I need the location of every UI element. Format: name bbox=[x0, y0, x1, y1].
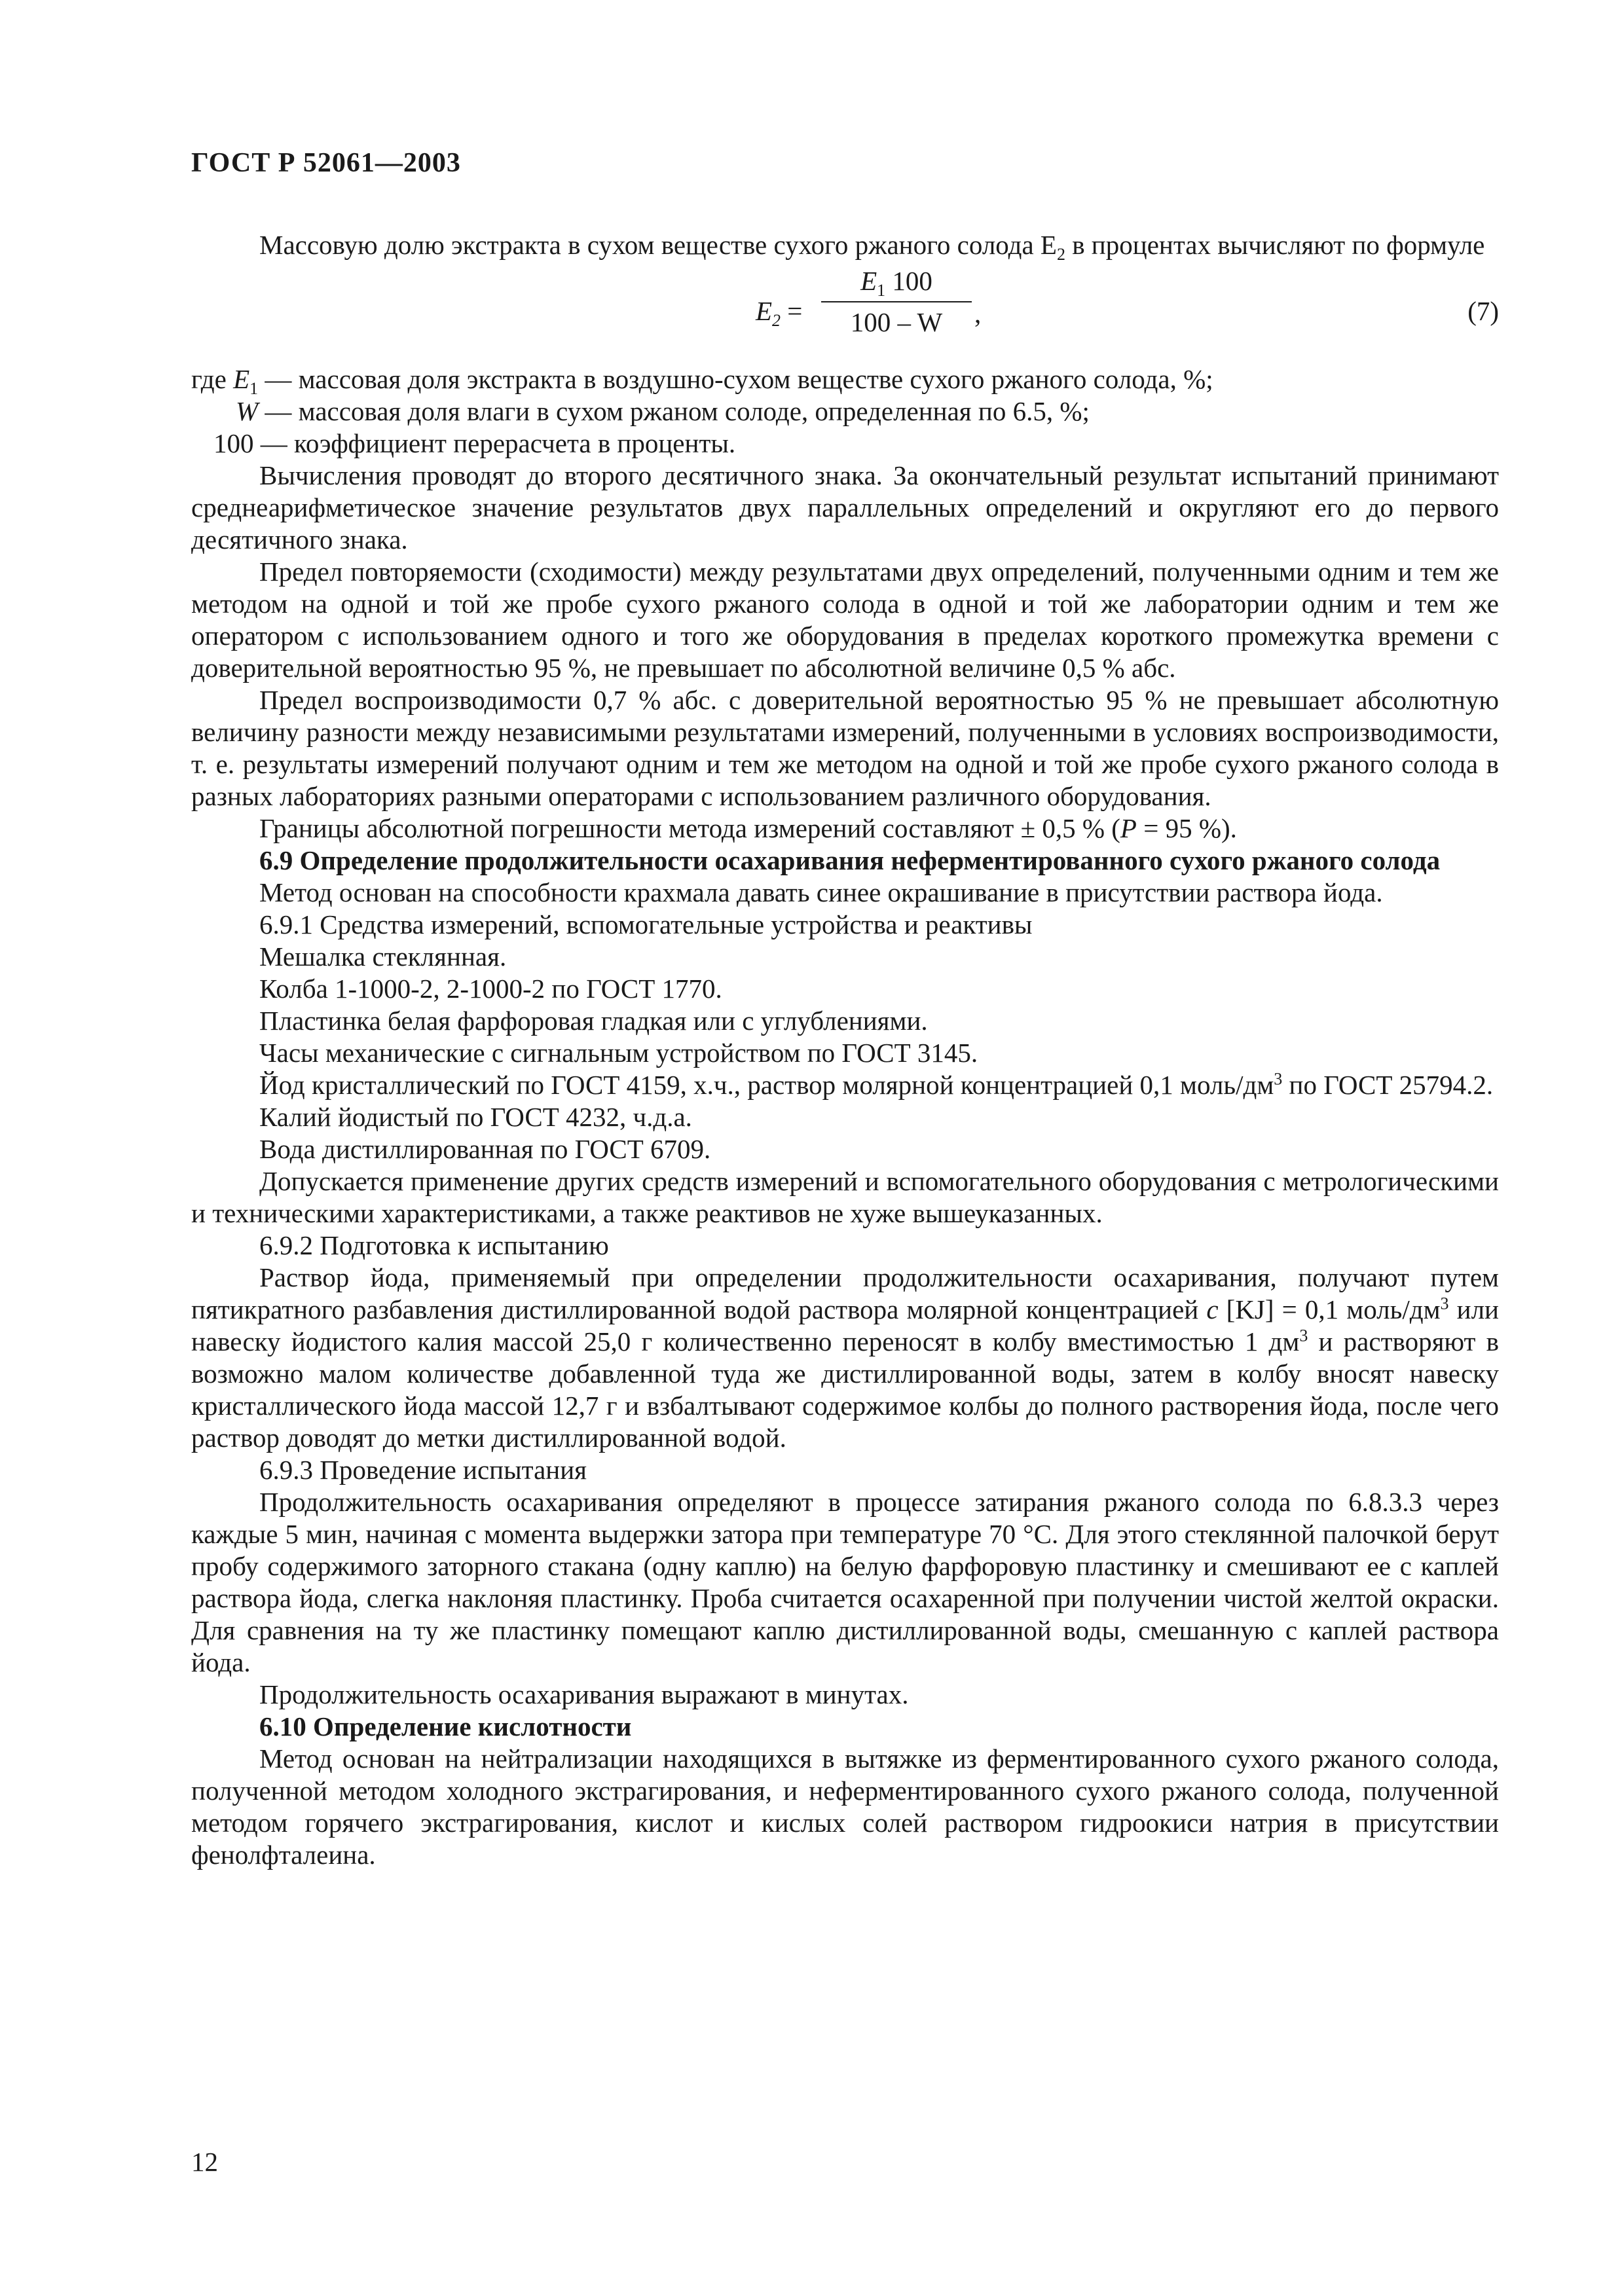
subsection-6-9-1: 6.9.1 Средства измерений, вспомогательные устройства и реактивы bbox=[259, 909, 1033, 939]
paragraph-iodine-prep: Раствор йода, применяемый при определении продолжительности осахаривания, получают путем пятикратного разбавления дистиллированной водой раствора молярной концентрацией c [KJ] = 0,1 моль/$дм^3$ или навеску йодистого калия массой 25,0 г количественно переносят в колбу вместимостью 1 $дм^3$ и растворяют в возможно малом количестве добавленной туда же дистиллированной воды, затем в колбу вносят навеску кристаллического йода массой 12,7 г и взбалтывают содержимое колбы до полного растворения йода, после чего раствор доводят до метки дистиллированной водой. bbox=[191, 1262, 1499, 1453]
paragraph-repeatability: Предел повторяемости (сходимости) между результатами двух определений, полученными одним и тем же методом на одной и той же пробе сухого ржаного солода в одной и той же лаборатории одним и тем же оператором с использованием одного и того же оборудования в пределах короткого промежутка времени с доверительной вероятностью 95 %, не превышает по абсолютной величине 0,5 % абс. bbox=[191, 556, 1499, 683]
intro-text-end: в процентах вычисляют по формуле bbox=[1065, 230, 1485, 260]
paragraph-result-units: Продолжительность осахаривания выражают в минутах. bbox=[259, 1679, 909, 1709]
definition-e1: где $E_1$ — массовая доля экстракта в воздушно-сухом веществе сухого ржаного солода, %; bbox=[191, 364, 1213, 399]
paragraph-method-6-9: Метод основан на способности крахмала давать синее окрашивание в присутствии раствора йода. bbox=[259, 877, 1383, 907]
paragraph-error-bounds: Границы абсолютной погрешности метода измерений составляют ± 0,5 % (P = 95 %). bbox=[259, 813, 1237, 843]
list-item: Вода дистиллированная по ГОСТ 6709. bbox=[259, 1134, 711, 1164]
formula-denominator: 100 – W bbox=[850, 307, 943, 337]
formula-7 bbox=[191, 265, 1499, 355]
intro-paragraph bbox=[191, 229, 1499, 264]
subsection-6-9-3: 6.9.3 Проведение испытания bbox=[259, 1455, 587, 1485]
subsection-6-9-2: 6.9.2 Подготовка к испытанию bbox=[259, 1230, 609, 1260]
paragraph-acidity-method: Метод основан на нейтрализации находящихся в вытяжке из ферментированного сухого ржаного солода, полученной методом холодного экстрагирования, и неферментированного сухого ржаного солода, полученной методом горячего экстрагирования, кислот и кислых солей раствором гидроокиси натрия в присутствии фенолфталеина. bbox=[191, 1743, 1499, 1870]
list-item: Колба 1-1000-2, 2-1000-2 по ГОСТ 1770. bbox=[259, 974, 722, 1004]
definition-w: W — массовая доля влаги в сухом ржаном солоде, определенная по 6.5, %; bbox=[236, 396, 1090, 426]
document-header: ГОСТ Р 52061—2003 bbox=[191, 148, 461, 178]
formula-numerator: $E_1$ 100 bbox=[821, 265, 972, 302]
formula-comma: , bbox=[974, 299, 982, 329]
intro-text: Массовую долю экстракта в сухом веществе сухого ржаного солода E bbox=[259, 230, 1057, 260]
list-item: Мешалка стеклянная. bbox=[259, 941, 507, 972]
formula-fraction bbox=[821, 265, 972, 338]
formula-number: (7) bbox=[1467, 296, 1499, 326]
paragraph-alternatives: Допускается применение других средств измерений и вспомогательного оборудования с метрологическими и техническими характеристиками, а также реактивов не хуже вышеуказанных. bbox=[191, 1166, 1499, 1228]
list-item: Калий йодистый по ГОСТ 4232, ч.д.а. bbox=[259, 1102, 692, 1132]
section-heading-6-10: 6.10 Определение кислотности bbox=[259, 1711, 632, 1741]
definition-100: 100 — коэффициент перерасчета в проценты. bbox=[213, 428, 736, 458]
page-number: 12 bbox=[191, 2147, 218, 2177]
document-body bbox=[191, 229, 1499, 1871]
paragraph-test-procedure: Продолжительность осахаривания определяют в процессе затирания ржаного солода по 6.8.3.3 через каждые 5 мин, начиная с момента выдержки затора при температуре 70 °С. Для этого стеклянной палочкой берут пробу содержимого заторного стакана (одну каплю) на белую фарфоровую пластинку и смешивают ее с каплей раствора йода, слегка наклоняя пластинку. Проба считается осахаренной при получении чистой желтой окраски. Для сравнения на ту же пластинку помещают каплю дистиллированной воды, смешанную с каплей раствора йода. bbox=[191, 1487, 1499, 1677]
list-item: Пластинка белая фарфоровая гладкая или с углублениями. bbox=[259, 1006, 928, 1036]
paragraph-reproducibility: Предел воспроизводимости 0,7 % абс. с доверительной вероятностью 95 % не превышает абсолютную величину разности между независимыми результатами измерений, полученными в условиях воспроизводимости, т. е. результаты измерений получают одним и тем же методом на одной и той же пробе сухого ржаного солода в разных лабораториях разными операторами с использованием различного оборудования. bbox=[191, 685, 1499, 811]
paragraph-calc: Вычисления проводят до второго десятичного знака. За окончательный результат испытаний принимают среднеарифметическое значение результатов двух параллельных определений и округляют его до первого десятичного знака. bbox=[191, 460, 1499, 555]
intro-subscript: 2 bbox=[1056, 245, 1065, 264]
list-item: Йод кристаллический по ГОСТ 4159, х.ч., раствор молярной концентрацией 0,1 моль/$дм^3$ по ГОСТ 25794.2. bbox=[259, 1069, 1494, 1100]
list-item: Часы механические с сигнальным устройством по ГОСТ 3145. bbox=[259, 1038, 978, 1068]
section-heading-6-9: 6.9 Определение продолжительности осахаривания неферментированного сухого ржаного солода bbox=[259, 845, 1441, 875]
formula-lhs: $E_2$ = bbox=[756, 296, 803, 331]
